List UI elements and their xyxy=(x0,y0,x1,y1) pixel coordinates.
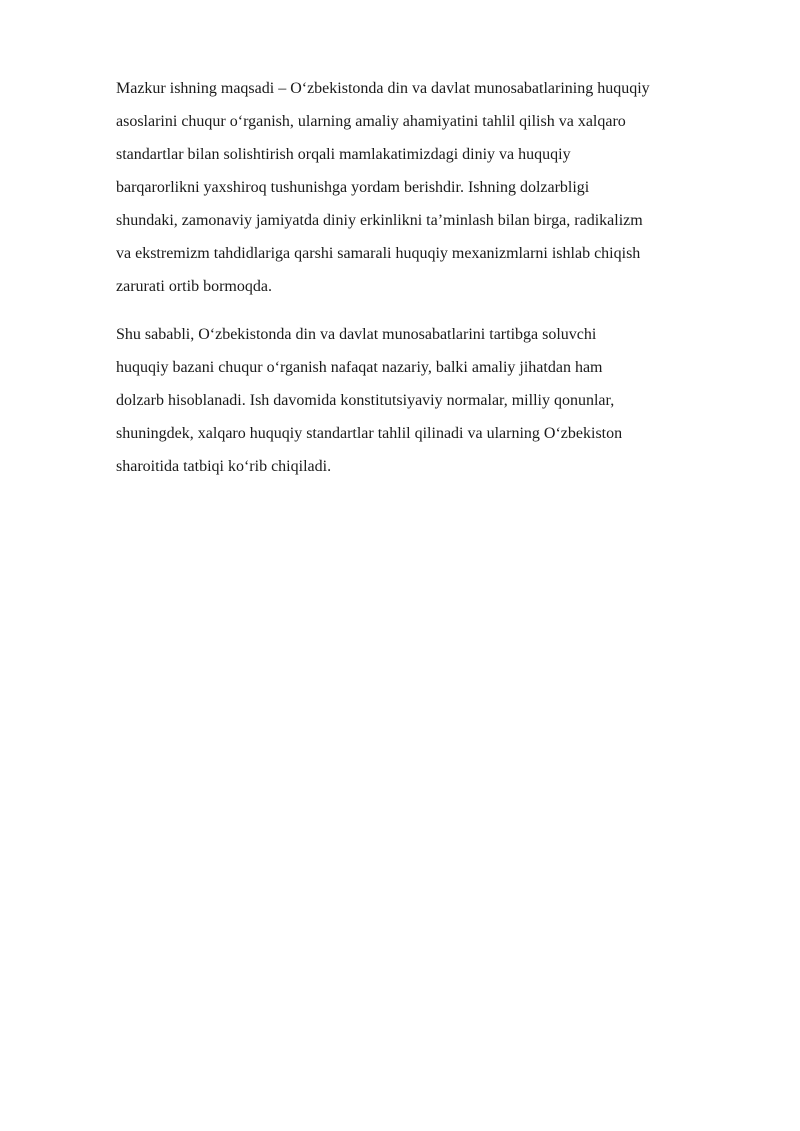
text-line: asoslarini chuqur o‘rganish, ularning amaliy ahamiyatini tahlil qilish va xalqaro xyxy=(116,113,626,130)
text-line: shundaki, zamonaviy jamiyatda diniy erkinlikni ta’minlash bilan birga, radikalizm xyxy=(116,212,643,229)
text-line: standartlar bilan solishtirish orqali mamlakatimizdagi diniy va huquqiy xyxy=(116,146,571,163)
text-line: Mazkur ishning maqsadi – O‘zbekistonda din va davlat munosabatlarining huquqiy xyxy=(116,80,650,97)
text-line: barqarorlikni yaxshiroq tushunishga yordam berishdir. Ishning dolzarbligi xyxy=(116,179,590,196)
text-line: huquqiy bazani chuqur o‘rganish nafaqat nazariy, balki amaliy jihatdan ham xyxy=(116,359,603,376)
text-line: sharoitida tatbiqi ko‘rib chiqiladi. xyxy=(116,458,332,475)
text-line: zarurati ortib bormoqda. xyxy=(116,278,272,295)
paragraph-1 xyxy=(116,72,746,303)
text-line: shuningdek, xalqaro huquqiy standartlar tahlil qilinadi va ularning O‘zbekiston xyxy=(116,425,623,442)
text-line: dolzarb hisoblanadi. Ish davomida konstitutsiyaviy normalar, milliy qonunlar, xyxy=(116,392,615,409)
text-line: Shu sababli, O‘zbekistonda din va davlat munosabatlarini tartibga soluvchi xyxy=(116,326,597,343)
document-body xyxy=(116,72,746,498)
text-line: va ekstremizm tahdidlariga qarshi samarali huquqiy mexanizmlarni ishlab chiqish xyxy=(116,245,641,262)
paragraph-2 xyxy=(116,318,746,483)
